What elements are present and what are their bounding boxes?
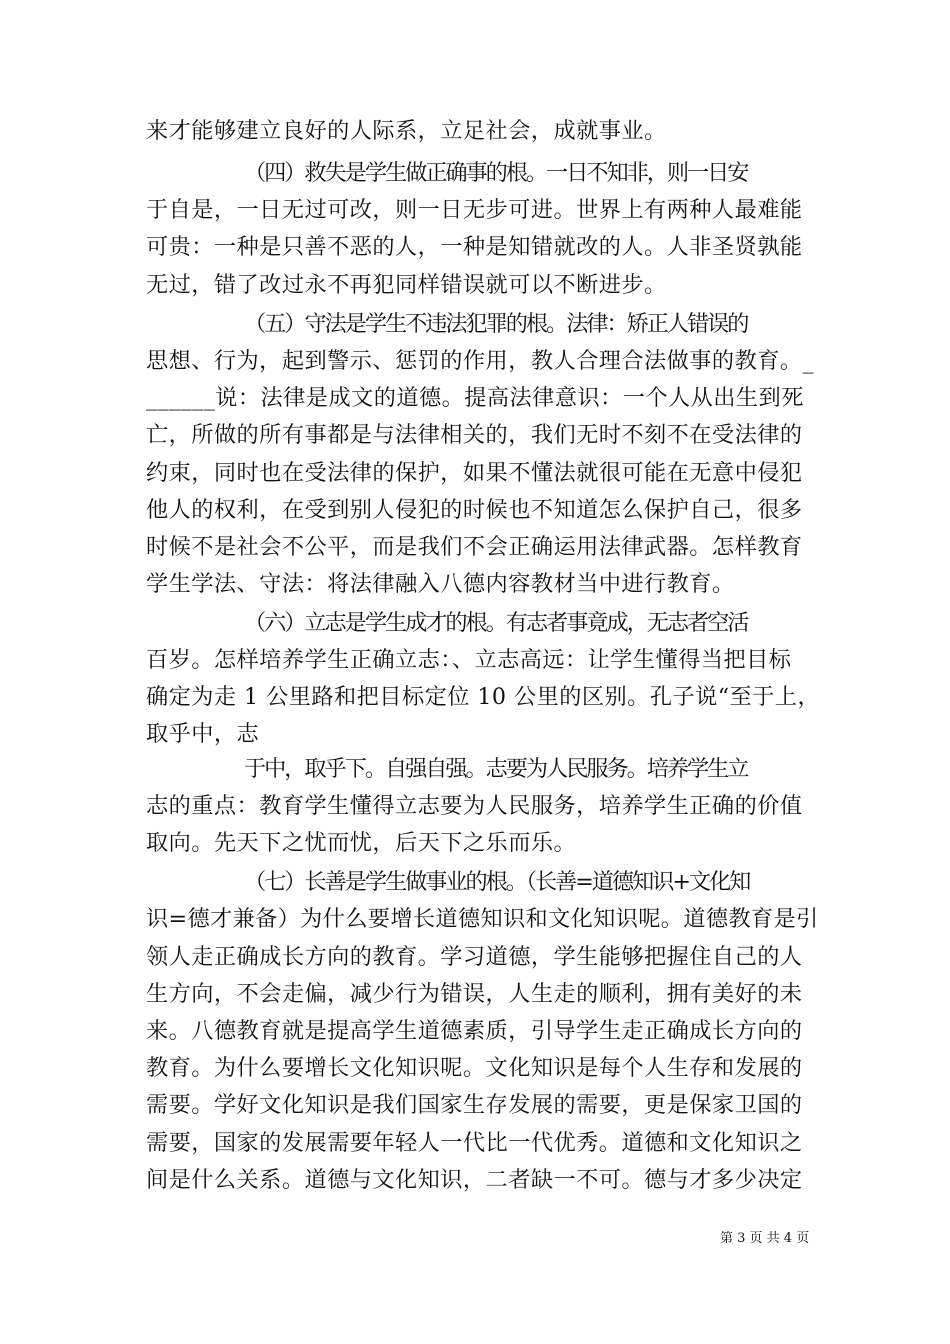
- text-line: 学生学法、守法：将法律融入八德内容教材当中进行教育。: [146, 571, 735, 597]
- text-line: 取乎中，志: [146, 721, 260, 747]
- text-line: 于自是，一日无过可改，则一日无步可进。世界上有两种人最难能: [146, 197, 803, 223]
- text-line: ______说：法律是成文的道德。提高法律意识：一个人从出生到死: [146, 385, 804, 411]
- text-line: 约束，同时也在受法律的保护，如果不懂法就很可能在无意中侵犯: [146, 460, 803, 486]
- text-line: 于中，取乎下。自强自强。志要为人民服务。培养学生立: [244, 756, 748, 782]
- text-line: 需要，国家的发展需要年轻人一代比一代优秀。道德和文化知识之: [146, 1130, 803, 1156]
- text-line: 他人的权利，在受到别人侵犯的时候也不知道怎么保护自己，很多: [146, 497, 803, 523]
- text-line: 亡，所做的所有事都是与法律相关的，我们无时不刻不在受法律的: [146, 422, 803, 448]
- text-line: 领人走正确成长方向的教育。学习道德，学生能够把握住自己的人: [146, 944, 803, 970]
- text-line: （五）守法是学生不违法犯罪的根。法律：矫正人错误的: [244, 311, 748, 337]
- text-line: （七）长善是学生做事业的根。（长善=道德知识+文化知: [244, 869, 750, 895]
- text-line: （四）救失是学生做正确事的根。一日不知非，则一日安: [244, 160, 748, 186]
- text-line: 生方向，不会走偏，减少行为错误，人生走的顺利，拥有美好的未: [146, 981, 803, 1007]
- text-line: 志的重点：教育学生懂得立志要为人民服务，培养学生正确的价值: [146, 793, 803, 819]
- text-line: 时候不是社会不公平，而是我们不会正确运用法律武器。怎样教育: [146, 534, 803, 560]
- text-line: 取向。先天下之忧而忧，后天下之乐而乐。: [146, 830, 577, 856]
- text-line: 无过，错了改过永不再犯同样错误就可以不断进步。: [146, 272, 667, 298]
- text-line: 教育。为什么要增长文化知识呢。文化知识是每个人生存和发展的: [146, 1055, 803, 1081]
- text-line: 百岁。怎样培养学生正确立志：、立志高远：让学生懂得当把目标: [146, 647, 792, 673]
- text-line: 识=德才兼备）为什么要增长道德知识和文化知识呢。道德教育是引: [146, 906, 819, 932]
- text-line: 可贵：一种是只善不恶的人，一种是知错就改的人。人非圣贤孰能: [146, 234, 803, 260]
- text-line: 来才能够建立良好的人际系，立足社会，成就事业。: [146, 118, 667, 144]
- text-line: 确定为走 1 公里路和把目标定位 10 公里的区别。孔子说“至于上，: [146, 684, 821, 710]
- text-line: 间是什么关系。道德与文化知识，二者缺一不可。德与才多少决定: [146, 1167, 803, 1193]
- text-line: （六）立志是学生成才的根。有志者事竟成，无志者空活: [244, 610, 748, 636]
- text-line: 思想、行为，起到警示、惩罚的作用，教人合理合法做事的教育。_: [146, 348, 815, 374]
- text-line: 来。八德教育就是提高学生道德素质，引导学生走正确成长方向的: [146, 1018, 803, 1044]
- page-number-footer: 第 3 页 共 4 页: [720, 1231, 810, 1246]
- text-line: 需要。学好文化知识是我们国家生存发展的需要，更是保家卫国的: [146, 1092, 803, 1118]
